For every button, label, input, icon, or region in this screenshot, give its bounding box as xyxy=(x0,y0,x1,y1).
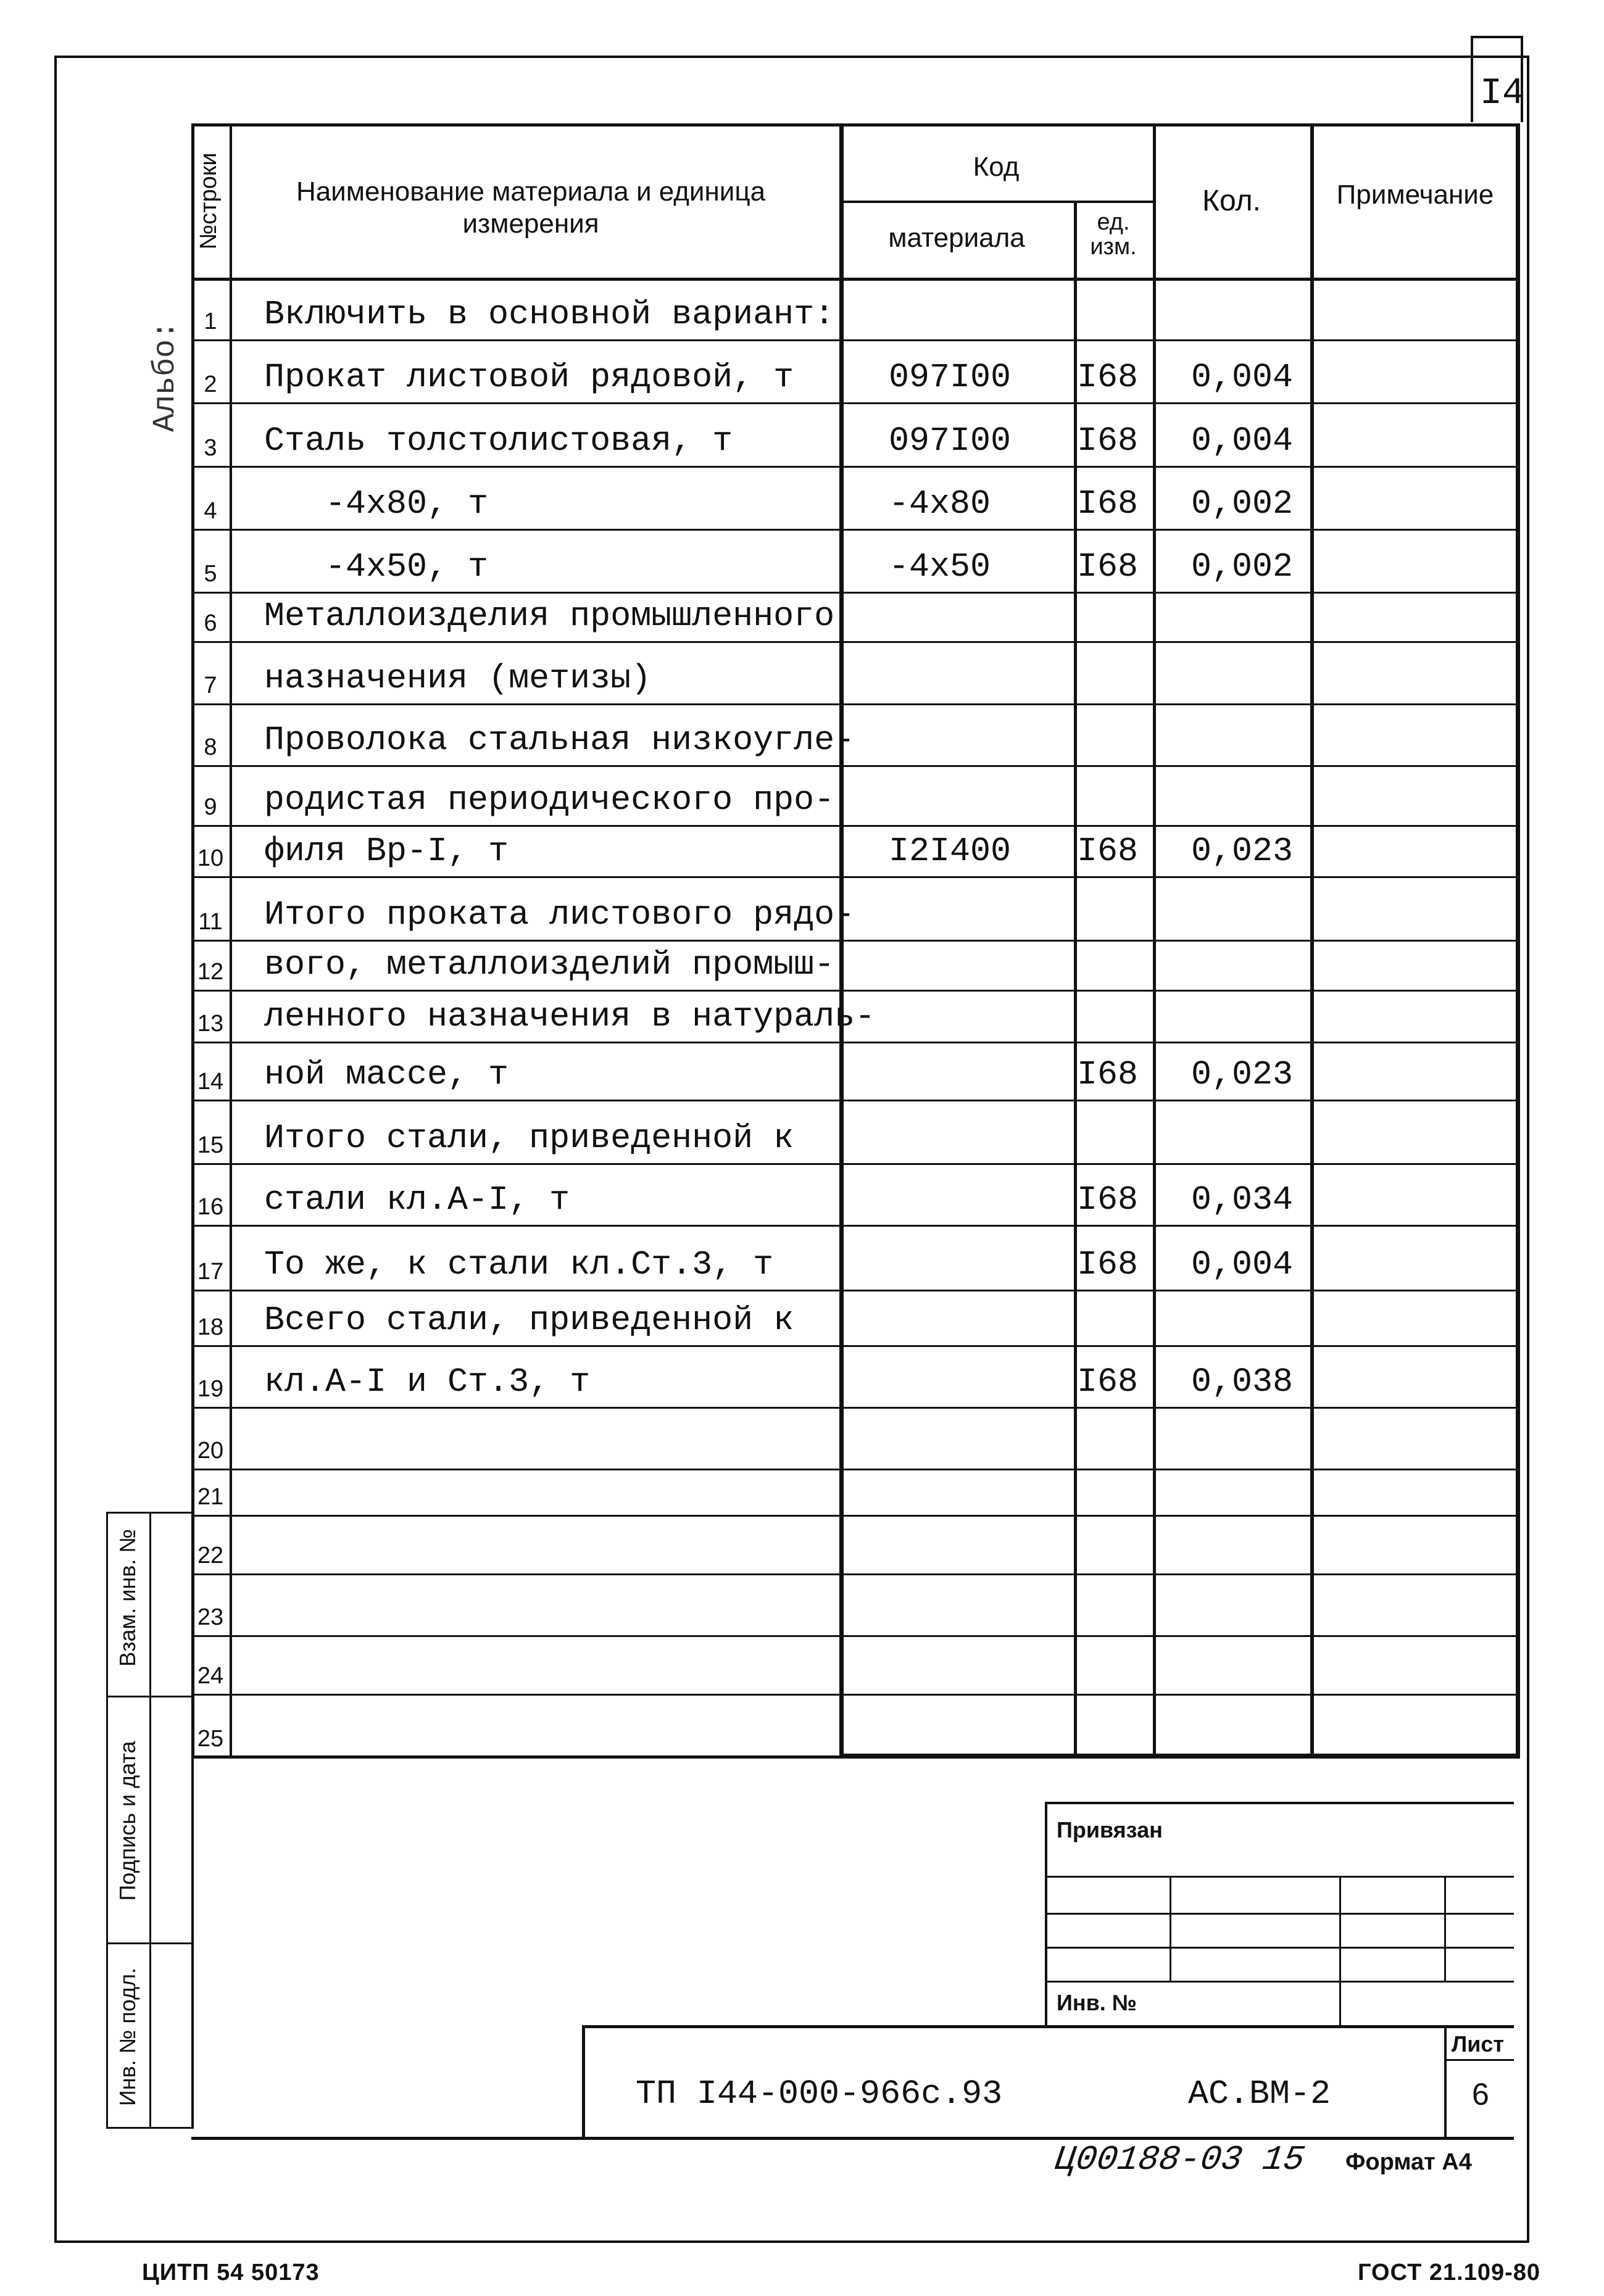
row-number: 15 xyxy=(197,1132,224,1158)
row-name: -4х50, т xyxy=(264,547,489,586)
row-number: 6 xyxy=(204,610,217,636)
sheet-label: Лист xyxy=(1452,2031,1505,2057)
row-name: Итого проката листового рядо- xyxy=(264,895,855,934)
row-line xyxy=(191,339,1520,341)
row-qty: 0,038 xyxy=(1191,1362,1294,1401)
header-top-line xyxy=(191,123,1520,126)
row-line xyxy=(191,1100,1520,1101)
header-bottom-line xyxy=(191,278,1520,281)
row-number: 16 xyxy=(197,1194,224,1220)
header-code-unit: ед. изм. xyxy=(1090,209,1137,260)
row-number: 9 xyxy=(204,794,217,820)
header-row-no: №строки xyxy=(196,152,222,250)
row-line xyxy=(191,825,1520,827)
row-name: кл.А-I и Ст.3, т xyxy=(264,1362,591,1401)
header-qty: Кол. xyxy=(1202,184,1261,217)
row-unit: I68 xyxy=(1077,547,1139,586)
margin-note: Альбо: xyxy=(148,320,183,432)
row-code: 097I00 xyxy=(889,421,1012,460)
row-name: То же, к стали кл.Ст.3, т xyxy=(264,1245,774,1284)
row-line xyxy=(191,1407,1520,1409)
row-line xyxy=(191,1345,1520,1347)
format-label: Формат А4 xyxy=(1345,2149,1472,2175)
code-split-line xyxy=(839,201,1153,203)
row-qty: 0,002 xyxy=(1191,484,1294,523)
row-name: Прокат листовой рядовой, т xyxy=(264,358,794,397)
header-code-material: материала xyxy=(888,223,1025,253)
row-code: 097I00 xyxy=(889,358,1012,397)
inv-no-label: Инв. № xyxy=(1057,1990,1137,2015)
row-name: филя Вр-I, т xyxy=(264,832,509,871)
footer-left: ЦИТП 54 50173 xyxy=(142,2260,320,2286)
row-name: Сталь толстолистовая, т xyxy=(264,421,733,460)
header-note: Примечание xyxy=(1336,180,1494,210)
row-name: ленного назначения в натураль- xyxy=(264,997,876,1036)
row-name: Всего стали, приведенной к xyxy=(264,1301,794,1340)
footer-right: ГОСТ 21.109-80 xyxy=(1358,2260,1541,2286)
row-line xyxy=(191,466,1520,468)
row-number: 19 xyxy=(197,1376,224,1402)
side-vzam-label: Взам. инв. № xyxy=(115,1528,140,1667)
row-line xyxy=(191,765,1520,767)
row-number: 13 xyxy=(197,1011,224,1037)
header-code: Код xyxy=(973,152,1020,182)
doc-code: ТП I44-000-966с.93 xyxy=(636,2074,1003,2113)
row-unit: I68 xyxy=(1077,1055,1139,1094)
row-number: 23 xyxy=(197,1604,224,1630)
row-number: 3 xyxy=(204,435,217,461)
row-line xyxy=(191,1225,1520,1227)
row-unit: I68 xyxy=(1077,484,1139,523)
doc-mark: АС.ВМ-2 xyxy=(1188,2074,1331,2113)
row-number: 20 xyxy=(197,1438,224,1464)
side-podpis-label: Подпись и дата xyxy=(115,1741,140,1901)
row-number: 5 xyxy=(204,561,217,587)
row-number: 1 xyxy=(204,309,217,334)
side-inv-podl-label: Инв. № подл. xyxy=(115,1967,140,2107)
row-name: назначения (метизы) xyxy=(264,659,652,698)
row-unit: I68 xyxy=(1077,1245,1139,1284)
row-line xyxy=(191,1635,1520,1637)
row-qty: 0,023 xyxy=(1191,832,1294,871)
row-code: -4х80 xyxy=(889,484,991,523)
row-unit: I68 xyxy=(1077,832,1139,871)
row-qty: 0,002 xyxy=(1191,547,1294,586)
handwritten-code: Ц00188-03 15 xyxy=(1052,2140,1307,2179)
row-code: -4х50 xyxy=(889,547,991,586)
row-qty: 0,004 xyxy=(1191,421,1294,460)
row-unit: I68 xyxy=(1077,1362,1139,1401)
row-qty: 0,023 xyxy=(1191,1055,1294,1094)
row-line xyxy=(191,641,1520,643)
sheet-number: 6 xyxy=(1472,2077,1489,2112)
row-line xyxy=(191,990,1520,992)
row-name: родистая периодического про- xyxy=(264,781,835,819)
row-line xyxy=(191,1757,1520,1759)
row-number: 4 xyxy=(204,498,217,524)
row-number: 22 xyxy=(197,1543,224,1569)
row-number: 7 xyxy=(204,673,217,698)
row-line xyxy=(191,529,1520,531)
row-number: 10 xyxy=(197,845,224,871)
row-qty: 0,004 xyxy=(1191,1245,1294,1284)
row-name: Включить в основной вариант: xyxy=(264,295,835,334)
header-name: Наименование материала и единица измерения xyxy=(296,176,766,239)
row-line xyxy=(191,1694,1520,1696)
row-name: Итого стали, приведенной к xyxy=(264,1119,794,1158)
row-line xyxy=(191,1042,1520,1043)
row-number: 24 xyxy=(197,1663,224,1689)
row-code: I2I400 xyxy=(889,832,1012,871)
privyazan-label: Привязан xyxy=(1057,1817,1163,1842)
row-number: 12 xyxy=(197,959,224,985)
page-number: I4 xyxy=(1480,73,1525,115)
row-line xyxy=(191,1290,1520,1291)
row-line xyxy=(191,940,1520,942)
row-line xyxy=(191,1469,1520,1470)
row-name: Металлоизделия промышленного xyxy=(264,597,835,636)
row-qty: 0,004 xyxy=(1191,358,1294,397)
row-number: 14 xyxy=(197,1069,224,1095)
row-line xyxy=(191,1515,1520,1517)
row-number: 21 xyxy=(197,1484,224,1510)
row-number: 2 xyxy=(204,371,217,397)
row-number: 25 xyxy=(197,1726,224,1752)
row-number: 18 xyxy=(197,1314,224,1340)
row-number: 17 xyxy=(197,1259,224,1285)
row-name: ной массе, т xyxy=(264,1055,509,1094)
row-unit: I68 xyxy=(1077,358,1139,397)
row-name: -4х80, т xyxy=(264,484,489,523)
row-qty: 0,034 xyxy=(1191,1180,1294,1219)
row-number: 11 xyxy=(198,909,223,935)
row-line xyxy=(191,876,1520,878)
row-name: стали кл.А-I, т xyxy=(264,1180,570,1219)
row-line xyxy=(191,703,1520,705)
row-number: 8 xyxy=(204,734,217,760)
row-unit: I68 xyxy=(1077,421,1139,460)
row-name: Проволока стальная низкоугле- xyxy=(264,721,855,760)
row-line xyxy=(191,592,1520,594)
row-line xyxy=(191,1163,1520,1165)
row-line xyxy=(191,1573,1520,1575)
row-line xyxy=(191,402,1520,404)
row-unit: I68 xyxy=(1077,1180,1139,1219)
row-name: вого, металлоизделий промыш- xyxy=(264,945,835,984)
